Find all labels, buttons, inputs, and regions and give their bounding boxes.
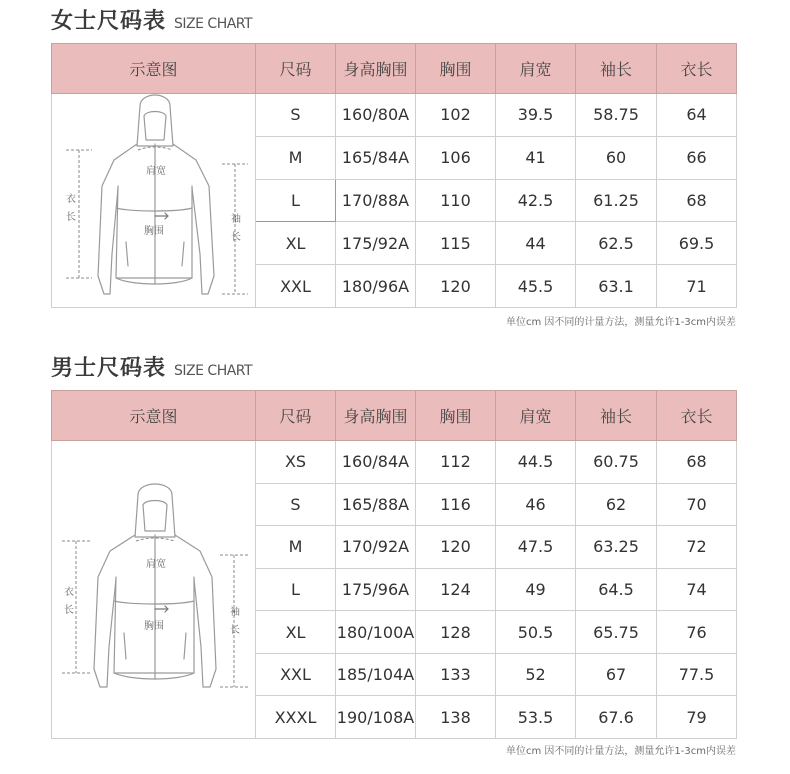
length-cell: 76 [657,611,737,654]
chest-cell: 120 [416,265,496,308]
chest-cell: 102 [416,94,496,137]
chest-cell: 120 [416,526,496,569]
men-title-cn: 男士尺码表 [51,356,167,381]
chest-cell: 116 [416,483,496,526]
size-cell: XL [256,611,336,654]
height-chest-cell: 165/84A [336,136,416,179]
chest-cell: 138 [416,696,496,739]
men-diagram-length-label-2: 长 [64,605,74,616]
length-cell: 66 [657,136,737,179]
length-cell: 69.5 [657,222,737,265]
table-row [52,441,737,484]
height-chest-cell: 180/100A [336,611,416,654]
header-shoulder: 肩宽 [496,44,576,94]
height-chest-cell: 170/88A [336,179,416,222]
length-cell: 77.5 [657,653,737,696]
length-cell: 64 [657,94,737,137]
shoulder-cell: 47.5 [496,526,576,569]
men-size-table [51,390,737,739]
chest-cell: 115 [416,222,496,265]
sleeve-cell: 58.75 [576,94,657,137]
size-cell: S [256,483,336,526]
size-cell: L [256,179,336,222]
sleeve-cell: 62.5 [576,222,657,265]
length-cell: 71 [657,265,737,308]
shoulder-cell: 41 [496,136,576,179]
men-header-row [52,391,737,441]
shoulder-cell: 52 [496,653,576,696]
shoulder-cell: 46 [496,483,576,526]
chest-cell: 106 [416,136,496,179]
men-measurement-note: 单位cm 因不同的计量方法，测量允许1-3cm内误差 [506,746,736,757]
height-chest-cell: 190/108A [336,696,416,739]
size-cell: XXL [256,653,336,696]
size-cell: XXXL [256,696,336,739]
sleeve-cell: 63.1 [576,265,657,308]
header-height-chest: 身高胸围 [336,391,416,441]
header-length: 衣长 [657,44,737,94]
header-chest: 胸围 [416,44,496,94]
shoulder-cell: 49 [496,568,576,611]
shoulder-cell: 45.5 [496,265,576,308]
shoulder-cell: 44.5 [496,441,576,484]
women-diagram-length-label-1: 衣 [66,194,76,205]
length-cell: 79 [657,696,737,739]
sleeve-cell: 60 [576,136,657,179]
size-cell: M [256,526,336,569]
chest-cell: 110 [416,179,496,222]
women-diagram-length-label-2: 长 [66,212,76,223]
shoulder-cell: 53.5 [496,696,576,739]
size-cell: XXL [256,265,336,308]
women-title-cn: 女士尺码表 [51,9,167,34]
shoulder-cell: 39.5 [496,94,576,137]
header-chest: 胸围 [416,391,496,441]
sleeve-cell: 64.5 [576,568,657,611]
sleeve-cell: 60.75 [576,441,657,484]
length-cell: 70 [657,483,737,526]
chest-cell: 133 [416,653,496,696]
header-sleeve: 袖长 [576,44,657,94]
women-header-row [52,44,737,94]
men-size-chart-title [51,351,252,382]
women-title-en: SIZE CHART [174,16,253,32]
women-jacket-diagram [52,94,256,308]
women-measurement-note: 单位cm 因不同的计量方法，测量允许1-3cm内误差 [506,317,736,328]
shoulder-cell: 50.5 [496,611,576,654]
header-length: 衣长 [657,391,737,441]
sleeve-cell: 65.75 [576,611,657,654]
size-cell: L [256,568,336,611]
sleeve-cell: 63.25 [576,526,657,569]
height-chest-cell: 175/96A [336,568,416,611]
men-diagram-shoulder-label: 肩宽 [146,559,166,570]
header-size: 尺码 [256,44,336,94]
chest-cell: 112 [416,441,496,484]
length-cell: 68 [657,179,737,222]
women-diagram-shoulder-label: 肩宽 [146,166,166,177]
women-jacket-illustration [52,94,256,303]
shoulder-cell: 42.5 [496,179,576,222]
height-chest-cell: 170/92A [336,526,416,569]
sleeve-cell: 67 [576,653,657,696]
header-height-chest: 身高胸围 [336,44,416,94]
header-sleeve: 袖长 [576,391,657,441]
women-size-table [51,43,737,308]
sleeve-cell: 67.6 [576,696,657,739]
sleeve-cell: 61.25 [576,179,657,222]
women-diagram-sleeve-label-2: 长 [231,232,241,243]
height-chest-cell: 165/88A [336,483,416,526]
height-chest-cell: 180/96A [336,265,416,308]
length-cell: 72 [657,526,737,569]
header-diagram: 示意图 [52,391,256,441]
height-chest-cell: 160/80A [336,94,416,137]
men-jacket-diagram [52,441,256,739]
size-cell: S [256,94,336,137]
size-cell: XL [256,222,336,265]
length-cell: 68 [657,441,737,484]
men-diagram-chest-label: 胸围 [144,621,164,632]
men-diagram-sleeve-label-1: 袖 [230,607,240,618]
table-row [52,94,737,137]
height-chest-cell: 160/84A [336,441,416,484]
height-chest-cell: 175/92A [336,222,416,265]
sleeve-cell: 62 [576,483,657,526]
shoulder-cell: 44 [496,222,576,265]
header-diagram: 示意图 [52,44,256,94]
chest-cell: 128 [416,611,496,654]
height-chest-cell: 185/104A [336,653,416,696]
header-shoulder: 肩宽 [496,391,576,441]
men-title-en: SIZE CHART [174,363,253,379]
women-diagram-chest-label: 胸围 [144,226,164,237]
men-diagram-sleeve-label-2: 长 [230,625,240,636]
men-diagram-length-label-1: 衣 [64,587,74,598]
header-size: 尺码 [256,391,336,441]
size-cell: XS [256,441,336,484]
size-cell: M [256,136,336,179]
men-jacket-illustration [52,441,256,734]
women-diagram-sleeve-label-1: 袖 [231,214,241,225]
chest-cell: 124 [416,568,496,611]
women-size-chart-title [51,4,252,35]
length-cell: 74 [657,568,737,611]
